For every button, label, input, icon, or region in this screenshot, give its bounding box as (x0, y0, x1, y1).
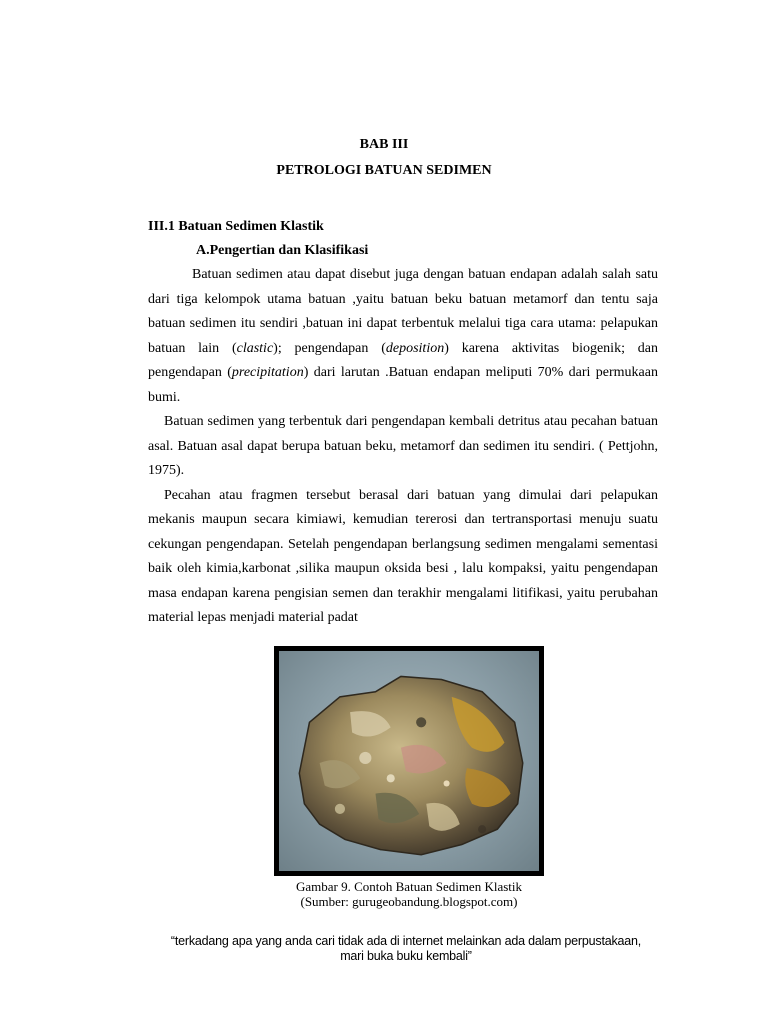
rock-illustration (279, 651, 539, 871)
figure-caption: Gambar 9. Contoh Batuan Sedimen Klastik (295, 879, 523, 894)
text-run: ) dari larutan .Batuan endapan meliputi 70% dari permukaan bumi. (148, 365, 658, 405)
footer-quote (148, 934, 664, 964)
section-heading: III.1 Batuan Sedimen Klastik (148, 219, 324, 234)
footer-quote-line-2: mari buka buku kembali” (340, 949, 472, 963)
italic-term: clastic (236, 340, 274, 356)
italic-term: deposition (385, 340, 445, 356)
text-run: Batuan sedimen yang terbentuk dari pengendapan kembali detritus atau pecahan batuan asal. Batuan asal dapat berupa batuan beku, metamorf dan sedimen itu sendiri. ( Pettjohn, 1975). (148, 414, 658, 478)
chapter-title: PETROLOGI BATUAN SEDIMEN (276, 163, 492, 178)
chapter-number: BAB III (359, 137, 409, 152)
text-run: Batuan sedimen atau dapat disebut juga dengan batuan endapan adalah salah satu dari tiga kelompok utama batuan ,yaitu batuan beku batuan metamorf dan tentu saja batuan sedimen itu sendiri ,batuan ini dapat terbentuk melalui tiga cara utama: pelapukan batuan lain ( (148, 267, 658, 356)
text-run: ); pengendapan ( (273, 340, 386, 356)
rock-photo (279, 651, 539, 871)
footer-quote-line-1: “terkadang apa yang anda cari tidak ada di internet melainkan ada dalam perpustakaan, (170, 934, 642, 948)
paragraph-1 (148, 263, 658, 410)
figure-frame (274, 646, 544, 876)
paragraph-2 (148, 410, 658, 484)
text-run: ) karena aktivitas biogenik; dan pengendapan ( (148, 340, 658, 380)
body-paragraphs (148, 263, 658, 631)
subsection-heading: A.Pengertian dan Klasifikasi (196, 243, 369, 258)
paragraph-3 (148, 484, 658, 631)
figure-source: (Sumber: gurugeobandung.blogspot.com) (300, 894, 518, 909)
italic-term: precipitation (231, 365, 304, 380)
text-run: Pecahan atau fragmen tersebut berasal dari batuan yang dimulai dari pelapukan mekanis maupun secara kimiawi, kemudian tererosi dan tertransportasi menuju suatu cekungan pengendapan. Setelah pengendapan berlangsung sedimen mengalami sementasi baik oleh kimia,karbonat ,silika maupun oksida besi , lalu kompaksi, yaitu pengendapan masa endapan karena pengisian semen dan terakhir mengalami litifikasi, yaitu perubahan material lepas menjadi material padat (148, 487, 658, 625)
